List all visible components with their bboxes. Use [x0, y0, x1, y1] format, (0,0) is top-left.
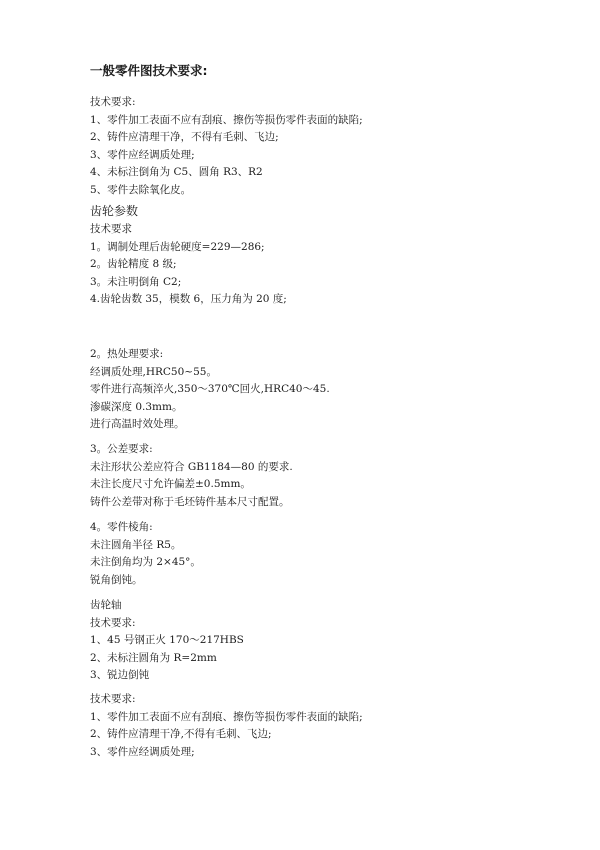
section-heading: 3。公差要求: [90, 443, 153, 455]
list-item: 5、零件去除氧化皮。 [90, 183, 192, 196]
heat-treatment-section [90, 346, 590, 434]
section-heading: 技术要求: [90, 96, 136, 108]
list-item: 锐角倒钝。 [90, 573, 143, 586]
list-item: 进行高温时效处理。 [90, 418, 185, 431]
section-heading: 技术要求: [90, 616, 136, 629]
section-heading: 技术要求 [90, 223, 132, 235]
list-item: 2。齿轮精度 8 级; [90, 258, 177, 271]
list-item: 4、未标注倒角为 C5、圆角 R3、R2 [90, 166, 263, 179]
general-requirements-section-2 [90, 691, 590, 761]
list-item: 未注长度尺寸允许偏差±0.5mm。 [90, 478, 251, 491]
list-item: 铸件公差带对称于毛坯铸件基本尺寸配置。 [90, 495, 290, 508]
list-item: 经调质处理,HRC50~55。 [90, 365, 217, 378]
list-item: 3。未注明倒角 C2; [90, 275, 182, 288]
section-title: 齿轮轴 [90, 599, 122, 611]
gear-shaft-section [90, 597, 590, 685]
list-item: 渗碳深度 0.3mm。 [90, 400, 183, 413]
section-title: 齿轮参数 [90, 204, 139, 218]
section-heading: 2。热处理要求: [90, 348, 164, 360]
section-heading: 4。零件棱角: [90, 521, 153, 533]
list-item: 零件进行高频淬火,350～370℃回火,HRC40～45. [90, 383, 330, 396]
page-title: 一般零件图技术要求: [90, 63, 208, 78]
section-heading: 技术要求: [90, 693, 136, 705]
edges-section [90, 519, 590, 589]
list-item: 未注形状公差应符合 GB1184—80 的要求. [90, 460, 293, 473]
list-item: 1、零件加工表面不应有刮痕、擦伤等损伤零件表面的缺陷; [90, 710, 363, 723]
list-item: 未注圆角半径 R5。 [90, 538, 182, 551]
list-item: 1、45 号钢正火 170～217HBS [90, 634, 244, 647]
list-item: 2、未标注圆角为 R=2mm [90, 651, 217, 664]
list-item: 1、零件加工表面不应有刮痕、擦伤等损伤零件表面的缺陷; [90, 113, 363, 126]
tolerance-section [90, 441, 590, 511]
list-item: 3、零件应经调质处理; [90, 745, 195, 758]
list-item: 3、锐边倒钝 [90, 669, 150, 682]
list-item: 3、零件应经调质处理; [90, 148, 195, 161]
list-item: 2、铸件应清理干净,不得有毛刺、飞边; [90, 728, 272, 741]
list-item: 4.齿轮齿数 35，模数 6，压力角为 20 度; [90, 293, 287, 306]
list-item: 2、铸件应清理干净，不得有毛刺、飞边; [90, 131, 279, 144]
gear-parameters-section [90, 202, 590, 309]
general-requirements-section [90, 94, 590, 200]
list-item: 1。调制处理后齿轮硬度=229—286; [90, 240, 265, 253]
list-item: 未注倒角均为 2×45°。 [90, 556, 201, 569]
